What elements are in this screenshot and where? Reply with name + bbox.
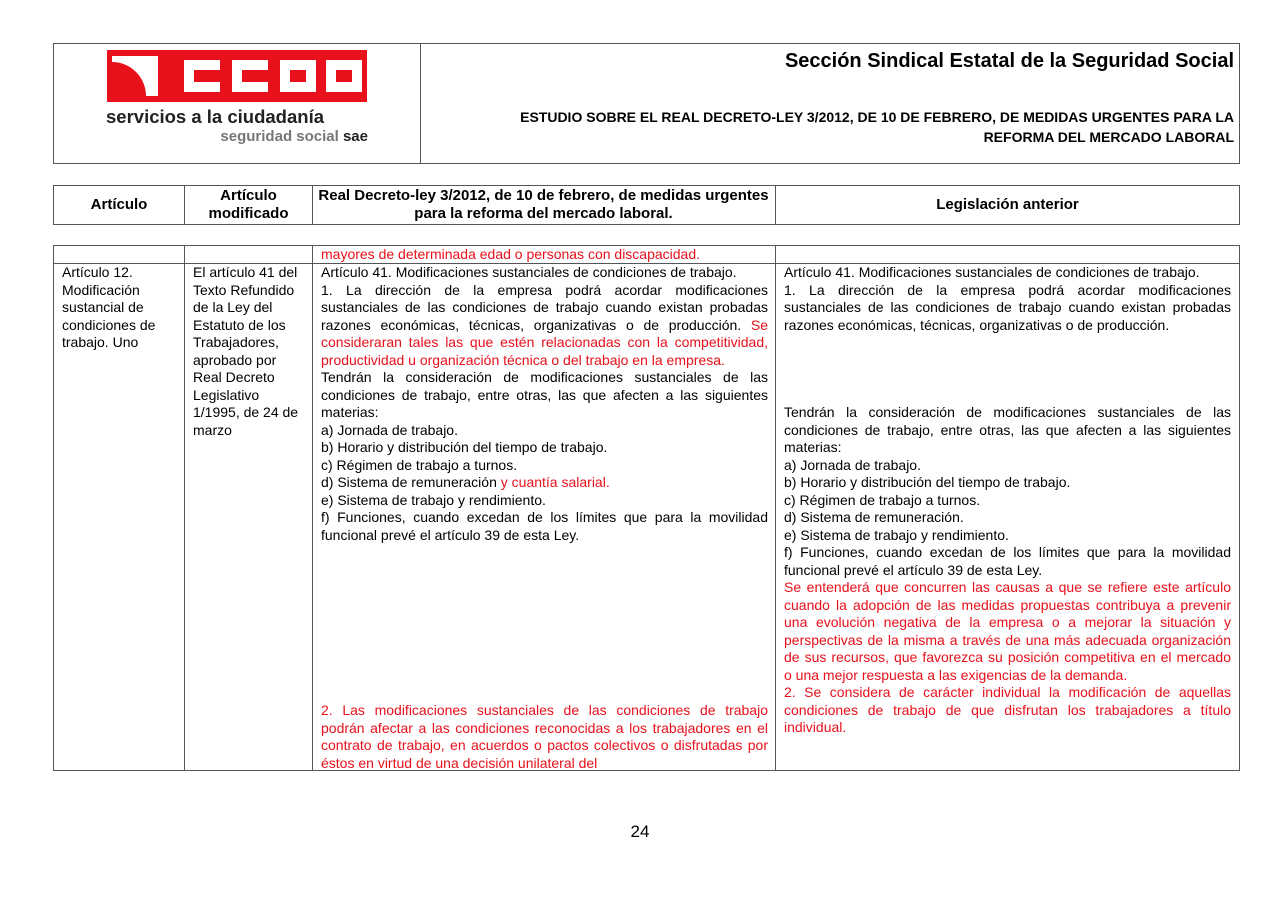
new-item-f: f) Funciones, cuando excedan de los límites que para la movilidad funcional prevé el artículo 39 de esta Ley.: [321, 509, 768, 543]
header-subtitle: [440, 107, 1234, 147]
old-legislation-materias: [784, 404, 1231, 737]
logo-subtag-suffix: sae: [342, 128, 368, 145]
new-item-d-black: d) Sistema de remuneración: [321, 474, 501, 490]
old-item-a: a) Jornada de trabajo.: [784, 456, 921, 473]
old-item-b: b) Horario y distribución del tiempo de trabajo.: [784, 474, 1071, 490]
header-divider: [420, 43, 421, 164]
logo-subtag: [140, 128, 368, 146]
row-articulo-modificado: El artículo 41 del Texto Refundido de la Ley del Estatuto de los Trabajadores, aprobado por Real Decreto Legislativo 1/1995, de 24 de marzo: [193, 264, 299, 438]
ccoo-logo: [100, 48, 400, 158]
old-item-f: f) Funciones, cuando excedan de los límites que para la movilidad funcional prevé el artículo 39 de esta Ley.: [784, 544, 1231, 578]
new-item-d-red: y cuantía salarial.: [500, 474, 610, 490]
header-subtitle-line1: ESTUDIO SOBRE EL REAL DECRETO-LEY 3/2012, DE 10 DE FEBRERO, DE MEDIDAS URGENTES PARA LA: [520, 109, 1234, 125]
logo-subtag-prefix: seguridad social: [220, 128, 343, 145]
old-p5: 2. Se considera de carácter individual la modificación de aquellas condiciones de trabajo de que disfrutan los trabajadores a título individual.: [784, 684, 1231, 735]
logo-tagline: servicios a la ciudadanía: [106, 106, 324, 127]
old-p2: 1. La dirección de la empresa podrá acordar modificaciones sustanciales de las condiciones de trabajo cuando existan probadas razones económicas, técnicas, organizativas o de producción.: [784, 281, 1231, 333]
col-header-legislacion: Legislación anterior: [936, 196, 1079, 213]
old-item-d: d) Sistema de remuneración.: [784, 509, 964, 525]
new-p2-black: 1. La dirección de la empresa podrá acordar modificaciones sustanciales de las condiciones de trabajo cuando existan probadas razones económicas, técnicas, organizativas o de producción.: [321, 281, 768, 333]
new-p4: 2. Las modificaciones sustanciales de las condiciones de trabajo podrán afectar a las condiciones reconocidas a los trabajadores en el contrato de trabajo, en acuerdos o pactos colectivos o disfrutadas por éstos en virtud de una decisión unilateral del: [321, 702, 768, 771]
old-p4: Se entenderá que concurren las causas a que se refiere este artículo cuando la adopción de las medidas propuestas contribuya a prevenir una evolución negativa de la empresa o a mejorar la situación y perspectivas de la misma a través de una más adecuada organización de sus recursos, que favorezca su posición competitiva en el mercado o una mejor respuesta a las exigencias de la demanda.: [784, 579, 1231, 683]
old-p3: Tendrán la consideración de modificaciones sustanciales de las condiciones de trabajo, entre otras, las que afecten a las siguientes materias:: [784, 404, 1231, 455]
new-legislation-text: [321, 264, 768, 544]
row-articulo: Artículo 12. Modificación sustancial de condiciones de trabajo. Uno: [62, 264, 156, 350]
col-header-modificado: Artículo modificado: [208, 187, 289, 222]
new-item-a: a) Jornada de trabajo.: [321, 421, 458, 438]
old-p1: Artículo 41. Modificaciones sustanciales de condiciones de trabajo.: [784, 264, 1200, 280]
comparison-table: [53, 245, 1240, 771]
col-divider: [312, 246, 313, 770]
old-item-c: c) Régimen de trabajo a turnos.: [784, 491, 981, 508]
col-divider: [312, 186, 313, 224]
old-item-e: e) Sistema de trabajo y rendimiento.: [784, 526, 1009, 543]
new-p2-red: Se consideraran tales las que estén relacionadas con la competitividad, productividad u organización técnica o del trabajo en la empresa.: [321, 316, 768, 368]
new-item-e: e) Sistema de trabajo y rendimiento.: [321, 491, 546, 508]
col-header-real-decreto: Real Decreto-ley 3/2012, de 10 de febrero, de medidas urgentes para la reforma del mercado laboral.: [318, 187, 769, 222]
new-item-d: [321, 474, 768, 492]
col-header-articulo: Artículo: [90, 196, 148, 213]
new-item-b: b) Horario y distribución del tiempo de trabajo.: [321, 439, 608, 455]
col-divider: [184, 246, 185, 770]
new-p3: Tendrán la consideración de modificaciones sustanciales de las condiciones de trabajo, entre otras, las que afecten a las siguientes materias:: [321, 369, 768, 420]
new-item-c: c) Régimen de trabajo a turnos.: [321, 456, 518, 473]
col-divider: [775, 246, 776, 770]
header-title: Sección Sindical Estatal de la Seguridad Social: [784, 50, 1234, 72]
header-subtitle-line2: REFORMA DEL MERCADO LABORAL: [983, 129, 1234, 145]
column-header-row: [53, 185, 1240, 225]
carry-over-text: mayores de determinada edad o personas con discapacidad.: [321, 246, 701, 262]
new-p1: Artículo 41. Modificaciones sustanciales de condiciones de trabajo.: [321, 264, 737, 280]
new-p2: [321, 282, 768, 370]
old-legislation-text: [784, 264, 1231, 334]
page-number: 24: [630, 822, 650, 841]
